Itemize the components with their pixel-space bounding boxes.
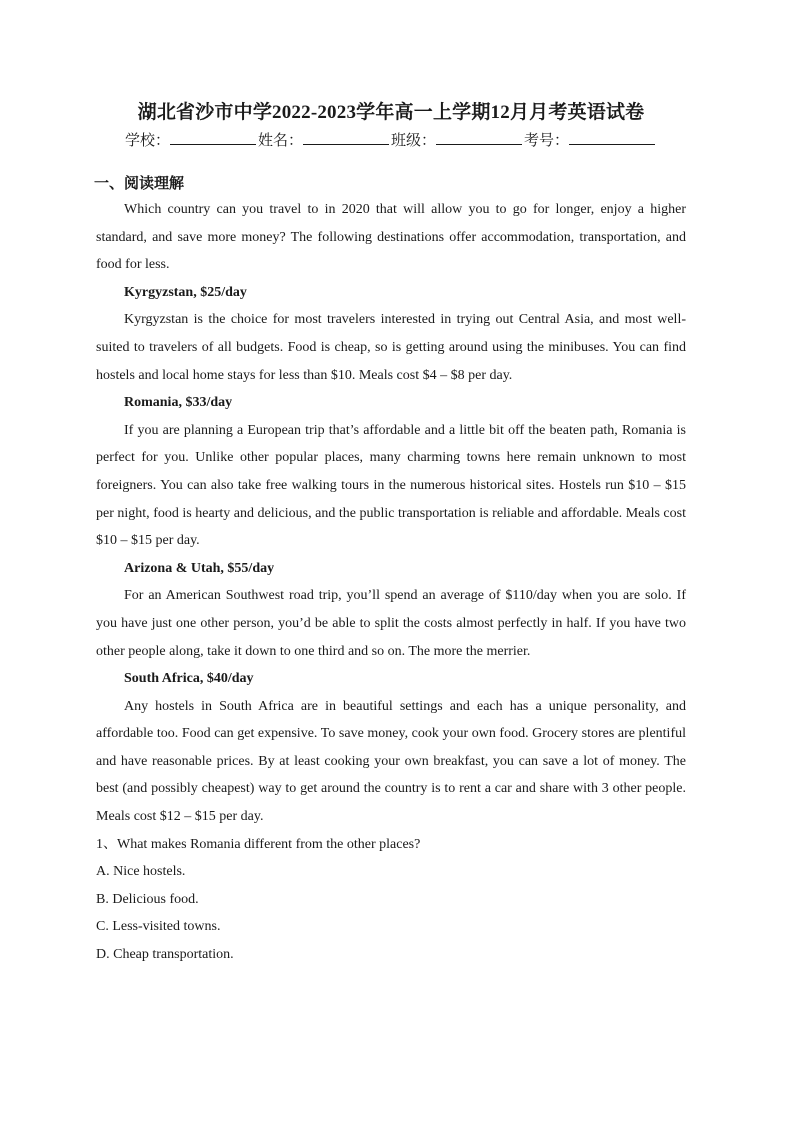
exam-number-blank[interactable] [569, 129, 655, 145]
school-blank[interactable] [170, 129, 256, 145]
destination-heading-south-africa: South Africa, $40/day [124, 671, 254, 687]
section-heading: 一、阅读理解 [94, 174, 185, 192]
destination-text-arizona-utah: For an American Southwest road trip, you’ll spend an average of $110/day when you are solo. If you have just one other person, you’d be able to split the costs almost perfectly in half. If you have two other people along, take it down to one third and so on. The more the merrier. [96, 588, 686, 659]
exam-number-label: 考号： [524, 131, 570, 149]
student-info-line [96, 128, 686, 152]
exam-title: 湖北省沙市中学2022-2023学年高一上学期12月月考英语试卷 [137, 102, 645, 123]
option-d[interactable]: D. Cheap transportation. [96, 947, 234, 963]
option-a[interactable]: A. Nice hostels. [96, 864, 186, 880]
destination-text-south-africa: Any hostels in South Africa are in beautiful settings and each has a unique personality, and affordable too. Food can get expensive. To save money, cook your own food. Grocery stores are plentiful and have reasonable prices. By at least cooking your own breakfast, you can save a lot of money. The best (and possibly cheapest) way to get around the country is to rent a car and share with 3 other people. Meals cost $12 – $15 per day. [96, 698, 686, 825]
school-label: 学校： [124, 131, 170, 149]
destination-text-kyrgyzstan: Kyrgyzstan is the choice for most travelers interested in trying out Central Asia, and most well-suited to travelers of all budgets. Food is cheap, so is getting around using the minibuses. You can find hostels and local home stays for less than $10. Meals cost $4 – $8 per day. [96, 312, 686, 383]
option-b[interactable]: B. Delicious food. [96, 891, 199, 907]
name-blank[interactable] [303, 129, 389, 145]
destination-text-romania: If you are planning a European trip that’s affordable and a little bit off the beaten path, Romania is perfect for you. Unlike other popular places, many charming towns here remain unknown to most foreigners. You can also take free walking tours in the numerous historical sites. Hostels run $10 – $15 per night, food is hearty and delicious, and the public transportation is reliable and affordable. Meals cost $10 – $15 per day. [96, 422, 686, 549]
question-1: 1、What makes Romania different from the other places? [96, 836, 421, 852]
option-c[interactable]: C. Less-visited towns. [96, 919, 221, 935]
exam-page [96, 100, 686, 969]
name-label: 姓名： [257, 131, 303, 149]
class-label: 班级： [391, 131, 437, 149]
destination-heading-arizona-utah: Arizona & Utah, $55/day [124, 560, 275, 576]
class-blank[interactable] [436, 129, 522, 145]
destination-heading-romania: Romania, $33/day [124, 395, 233, 411]
destination-heading-kyrgyzstan: Kyrgyzstan, $25/day [124, 284, 247, 300]
intro-paragraph: Which country can you travel to in 2020 that will allow you to go for longer, enjoy a higher standard, and save more money? The following destinations offer accommodation, transportation, and food for less. [96, 202, 686, 273]
